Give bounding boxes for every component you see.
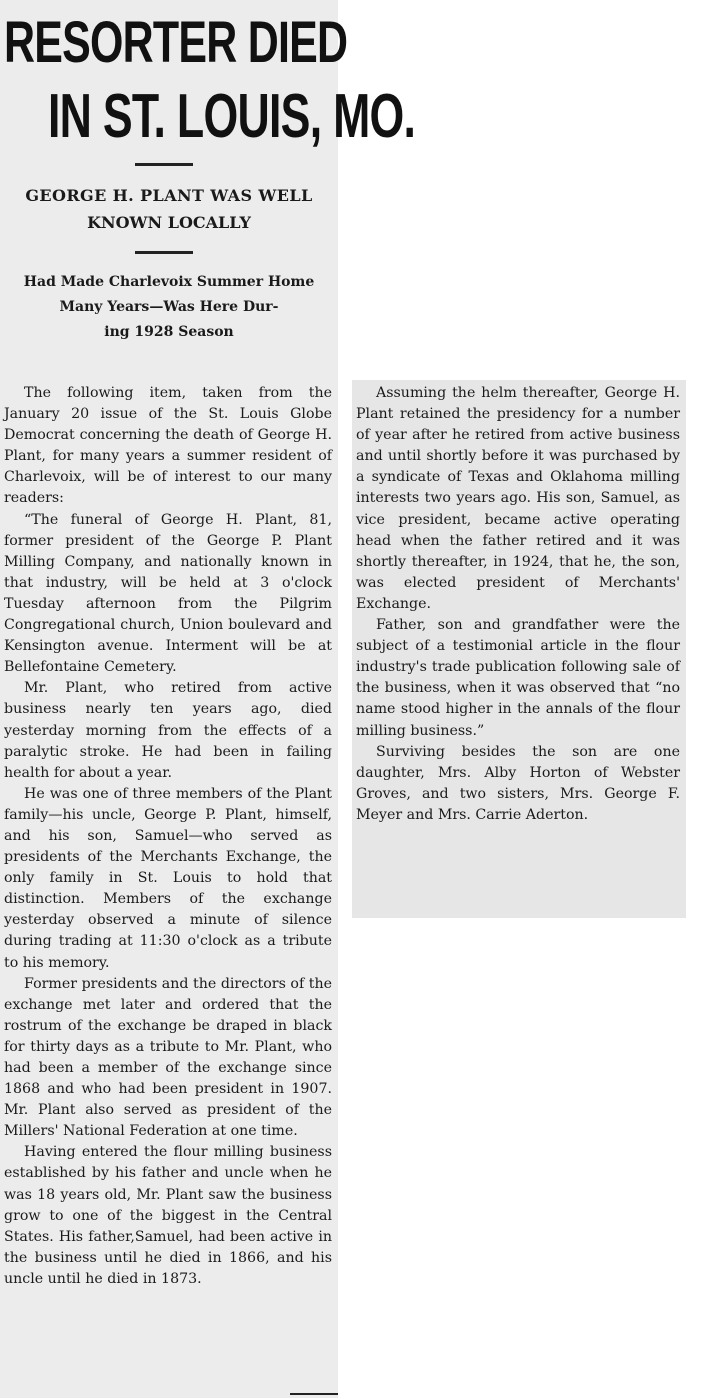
end-rule <box>290 1393 338 1395</box>
paragraph: The following item, taken from the January 20 issue of the St. Louis Globe Democrat concerning the death of George H. Plant, for many years a summer resident of Charlevoix, will be of interest to our many readers: <box>4 385 332 507</box>
paragraph: “The funeral of George H. Plant, 81, former president of the George P. Plant Milling Company, and nationally known in that industry, will be held at 3 o'clock Tuesday afternoon from the Pilgrim Congregational church, Union boulevard and Kensington avenue. Interment will be at Bellefontaine Cemetery. <box>4 511 332 676</box>
paragraph: He was one of three members of the Plant family—his uncle, George P. Plant, himself, and his son, Samuel—who served as presidents of the Merchants Exchange, the only family in St. Louis to hold that distinction. Members of the exchange yesterday observed a minute of silence during trading at 11:30 o'clock as a tribute to his memory. <box>4 785 332 971</box>
right-column-body <box>356 383 680 826</box>
paragraph: Mr. Plant, who retired from active business nearly ten years ago, died yesterday morning from the effects of a paralytic stroke. He had been in failing health for about a year. <box>4 680 332 781</box>
primary-deck-line-2: KNOWN LOCALLY <box>87 213 251 232</box>
paragraph: Assuming the helm thereafter, George H. Plant retained the presidency for a number of year after he retired from active business and until shortly before it was purchased by a syndicate of Texas and Oklahoma milling interests two years ago. His son, Samuel, as vice president, became active operating head when the father retired and it was shortly thereafter, in 1924, that he, the son, was elected president of Merchants' Exchange. <box>356 385 680 612</box>
secondary-deck <box>0 270 338 345</box>
headline-line-2: IN ST. LOUIS, MO. <box>48 82 416 151</box>
headline-line-1: RESORTER DIED <box>4 10 348 75</box>
divider-rule <box>135 163 193 166</box>
paragraph: Former presidents and the directors of the exchange met later and ordered that the rostrum of the exchange be draped in black for thirty days as a tribute to Mr. Plant, who had been a member of the exchange since 1868 and who had been president in 1907. Mr. Plant also served as president of the Millers' National Federation at one time. <box>4 975 332 1140</box>
primary-deck <box>0 182 338 236</box>
secondary-deck-line-3: ing 1928 Season <box>104 324 234 340</box>
divider-rule <box>135 251 193 254</box>
secondary-deck-line-2: Many Years—Was Here Dur- <box>59 299 279 315</box>
primary-deck-line-1: GEORGE H. PLANT WAS WELL <box>25 186 313 205</box>
paragraph: Surviving besides the son are one daughter, Mrs. Alby Horton of Webster Groves, and two sisters, Mrs. George F. Meyer and Mrs. Carrie Aderton. <box>356 743 680 823</box>
paragraph: Having entered the flour milling business established by his father and uncle when he was 18 years old, Mr. Plant saw the business grow to one of the biggest in the Central States. His father,Samuel, had been active in the business until he died in 1866, and his uncle until he died in 1873. <box>4 1144 332 1287</box>
secondary-deck-line-1: Had Made Charlevoix Summer Home <box>23 274 315 290</box>
paragraph: Father, son and grandfather were the subject of a testimonial article in the flour industry's trade publication following sale of the business, when it was observed that “no name stood higher in the annals of the flour milling business.” <box>356 617 680 739</box>
left-column-body <box>4 383 332 1290</box>
